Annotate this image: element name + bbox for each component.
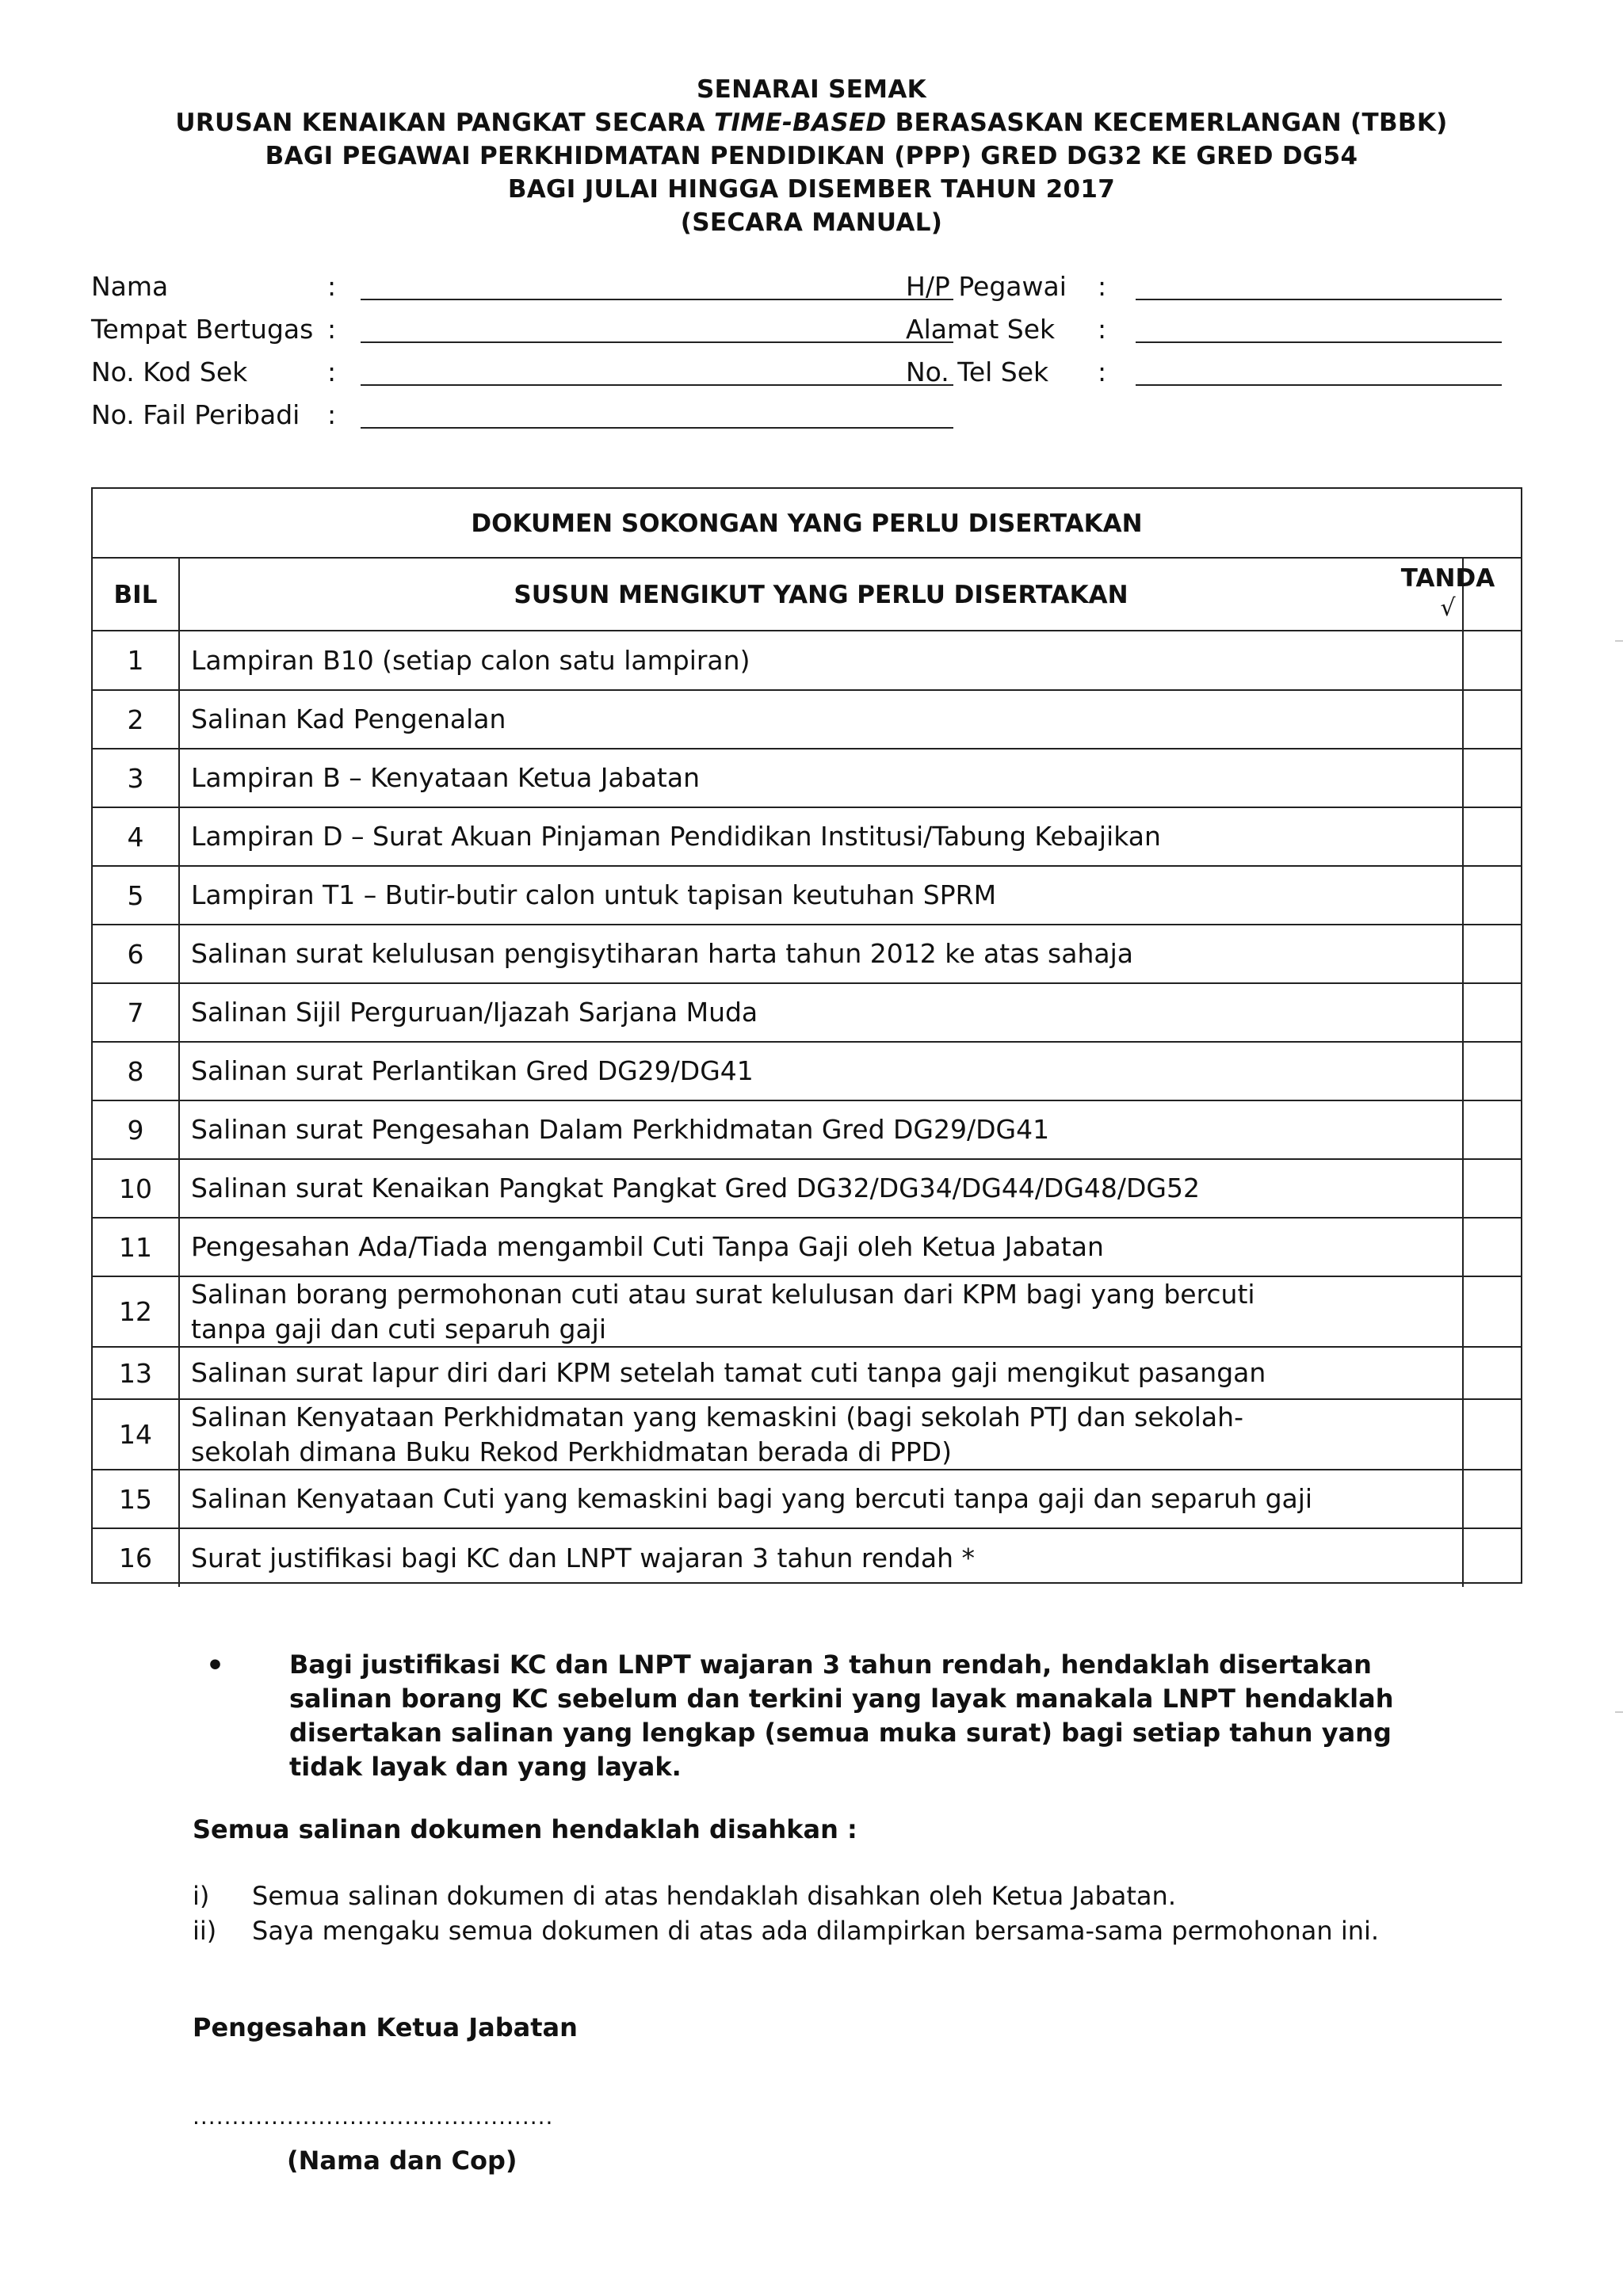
row-number: 16: [119, 1543, 152, 1573]
row-tick-cell[interactable]: [1375, 984, 1521, 1041]
row-number: 5: [127, 879, 144, 911]
signature-heading: Pengesahan Ketua Jabatan: [193, 2012, 578, 2042]
signature-caption: (Nama dan Cop): [287, 2145, 517, 2176]
item-number: i): [193, 1881, 210, 1911]
field-colon: :: [327, 271, 337, 302]
table-row: [93, 1277, 1521, 1348]
field-colon: :: [327, 357, 337, 387]
field-blank-line[interactable]: [1136, 341, 1502, 343]
header-subtitle: [0, 106, 1623, 139]
column-header-bil: BIL: [113, 581, 158, 609]
bullet-icon: •: [206, 1650, 225, 1682]
documents-table: [91, 487, 1522, 1584]
row-description: Surat justifikasi bagi KC dan LNPT wajaran 3 tahun rendah *: [178, 1529, 1464, 1587]
field-label: No. Fail Peribadi: [91, 399, 300, 430]
row-description: Salinan borang permohonan cuti atau surat kelulusan dari KPM bagi yang bercuti tanpa gaji dan cuti separuh gaji: [178, 1277, 1464, 1346]
document-header: [0, 73, 1623, 239]
row-tick-cell[interactable]: [1375, 691, 1521, 748]
header-line-period: BAGI JULAI HINGGA DISEMBER TAHUN 2017: [507, 175, 1116, 204]
table-title: DOKUMEN SOKONGAN YANG PERLU DISERTAKAN: [93, 489, 1521, 559]
header-subtitle-emphasis: TIME-BASED: [714, 109, 887, 137]
field-label: Tempat Bertugas: [91, 314, 314, 345]
row-tick-cell[interactable]: [1375, 808, 1521, 865]
row-description: Lampiran B10 (setiap calon satu lampiran): [178, 631, 1464, 689]
table-header-row: [93, 559, 1521, 631]
table-row: [93, 1400, 1521, 1470]
row-number: 2: [127, 704, 144, 735]
field-blank-line[interactable]: [1136, 384, 1502, 386]
header-subtitle-pre: URUSAN KENAIKAN PANGKAT SECARA: [175, 109, 715, 137]
table-row: [93, 984, 1521, 1043]
row-tick-cell[interactable]: [1375, 867, 1521, 924]
row-description: Lampiran T1 – Butir-butir calon untuk tapisan keutuhan SPRM: [178, 867, 1464, 924]
field-label: H/P Pegawai: [906, 271, 1067, 302]
row-number: 7: [127, 997, 144, 1028]
row-description: Salinan surat Pengesahan Dalam Perkhidmatan Gred DG29/DG41: [178, 1101, 1464, 1158]
field-colon: :: [1098, 357, 1107, 387]
field-blank-line[interactable]: [361, 384, 953, 386]
row-tick-cell[interactable]: [1375, 925, 1521, 982]
row-number: 12: [119, 1296, 152, 1327]
header-subtitle-post: BERASASKAN KECEMERLANGAN (TBBK): [886, 109, 1448, 137]
row-tick-cell[interactable]: [1375, 631, 1521, 689]
row-tick-cell[interactable]: [1375, 1101, 1521, 1158]
row-description: Salinan Sijil Perguruan/Ijazah Sarjana Muda: [178, 984, 1464, 1041]
table-row: [93, 808, 1521, 867]
field-blank-line[interactable]: [361, 299, 953, 300]
row-description: Salinan surat kelulusan pengisytiharan harta tahun 2012 ke atas sahaja: [178, 925, 1464, 982]
row-description: Lampiran B – Kenyataan Ketua Jabatan: [178, 749, 1464, 807]
row-tick-cell[interactable]: [1375, 1348, 1521, 1398]
column-header-tanda-label: TANDA: [1400, 564, 1495, 593]
table-body: [93, 631, 1521, 1587]
field-blank-line[interactable]: [361, 341, 953, 343]
header-title: SENARAI SEMAK: [697, 75, 926, 104]
row-tick-cell[interactable]: [1375, 1219, 1521, 1276]
field-label: Nama: [91, 271, 169, 302]
row-number: 15: [119, 1483, 152, 1515]
row-number: 8: [127, 1055, 144, 1087]
row-description: Pengesahan Ada/Tiada mengambil Cuti Tanpa Gaji oleh Ketua Jabatan: [178, 1219, 1464, 1276]
table-row: [93, 1160, 1521, 1219]
row-number: 3: [127, 762, 144, 794]
signature-line[interactable]: ..............................................: [193, 2103, 554, 2130]
row-description: Salinan surat lapur diri dari KPM setelah tamat cuti tanpa gaji mengikut pasangan: [178, 1348, 1464, 1398]
table-row: [93, 1043, 1521, 1101]
row-tick-cell[interactable]: [1375, 1529, 1521, 1587]
certification-heading: Semua salinan dokumen hendaklah disahkan :: [193, 1814, 857, 1844]
row-tick-cell[interactable]: [1375, 1400, 1521, 1469]
field-blank-line[interactable]: [361, 427, 953, 429]
row-tick-cell[interactable]: [1375, 749, 1521, 807]
item-text: Saya mengaku semua dokumen di atas ada dilampirkan bersama-sama permohonan ini.: [252, 1916, 1380, 1946]
table-row: [93, 631, 1521, 691]
row-description: Salinan Kenyataan Perkhidmatan yang kemaskini (bagi sekolah PTJ dan sekolah-sekolah dimana Buku Rekod Perkhidmatan berada di PPD): [178, 1400, 1464, 1469]
justification-note: Bagi justifikasi KC dan LNPT wajaran 3 tahun rendah, hendaklah disertakan salinan borang KC sebelum dan terkini yang layak manakala LNPT hendaklah disertakan salinan yang lengkap (semua muka surat) bagi setiap tahun yang tidak layak dan yang layak.: [289, 1650, 1394, 1782]
table-row: [93, 1219, 1521, 1277]
field-colon: :: [1098, 271, 1107, 302]
row-tick-cell[interactable]: [1375, 1470, 1521, 1527]
row-number: 10: [119, 1173, 152, 1204]
field-colon: :: [327, 314, 337, 345]
table-row: [93, 1101, 1521, 1160]
column-header-desc: SUSUN MENGIKUT YANG PERLU DISERTAKAN: [178, 559, 1464, 630]
row-tick-cell[interactable]: [1375, 1277, 1521, 1346]
row-tick-cell[interactable]: [1375, 1160, 1521, 1217]
field-label: No. Tel Sek: [906, 357, 1049, 387]
checkmark-icon: √: [1440, 594, 1456, 622]
header-line-grade: BAGI PEGAWAI PERKHIDMATAN PENDIDIKAN (PPP) GRED DG32 KE GRED DG54: [265, 142, 1358, 170]
field-label: Alamat Sek: [906, 314, 1056, 345]
table-row: [93, 749, 1521, 808]
row-tick-cell[interactable]: [1375, 1043, 1521, 1100]
item-number: ii): [193, 1916, 217, 1946]
column-header-tanda: [1375, 563, 1521, 624]
table-row: [93, 691, 1521, 749]
row-number: 4: [127, 821, 144, 852]
field-colon: :: [327, 399, 337, 430]
table-row: [93, 867, 1521, 925]
row-number: 11: [119, 1231, 152, 1263]
row-number: 14: [119, 1419, 152, 1450]
row-number: 9: [127, 1114, 144, 1146]
row-description: Salinan Kad Pengenalan: [178, 691, 1464, 748]
scan-edge-mark: [1615, 640, 1623, 642]
row-description: Salinan surat Perlantikan Gred DG29/DG41: [178, 1043, 1464, 1100]
table-row: [93, 1529, 1521, 1587]
header-line-mode: (SECARA MANUAL): [680, 208, 943, 237]
row-description: Salinan Kenyataan Cuti yang kemaskini bagi yang bercuti tanpa gaji dan separuh gaji: [178, 1470, 1464, 1527]
scan-edge-mark: [1615, 1711, 1623, 1713]
table-row: [93, 1470, 1521, 1529]
row-number: 6: [127, 938, 144, 970]
row-description: Lampiran D – Surat Akuan Pinjaman Pendidikan Institusi/Tabung Kebajikan: [178, 808, 1464, 865]
field-label: No. Kod Sek: [91, 357, 248, 387]
item-text: Semua salinan dokumen di atas hendaklah disahkan oleh Ketua Jabatan.: [252, 1881, 1176, 1911]
field-blank-line[interactable]: [1136, 299, 1502, 300]
table-row: [93, 925, 1521, 984]
table-row: [93, 1348, 1521, 1400]
row-number: 1: [127, 645, 144, 676]
field-colon: :: [1098, 314, 1107, 345]
row-number: 13: [119, 1357, 152, 1389]
row-description: Salinan surat Kenaikan Pangkat Pangkat Gred DG32/DG34/DG44/DG48/DG52: [178, 1160, 1464, 1217]
